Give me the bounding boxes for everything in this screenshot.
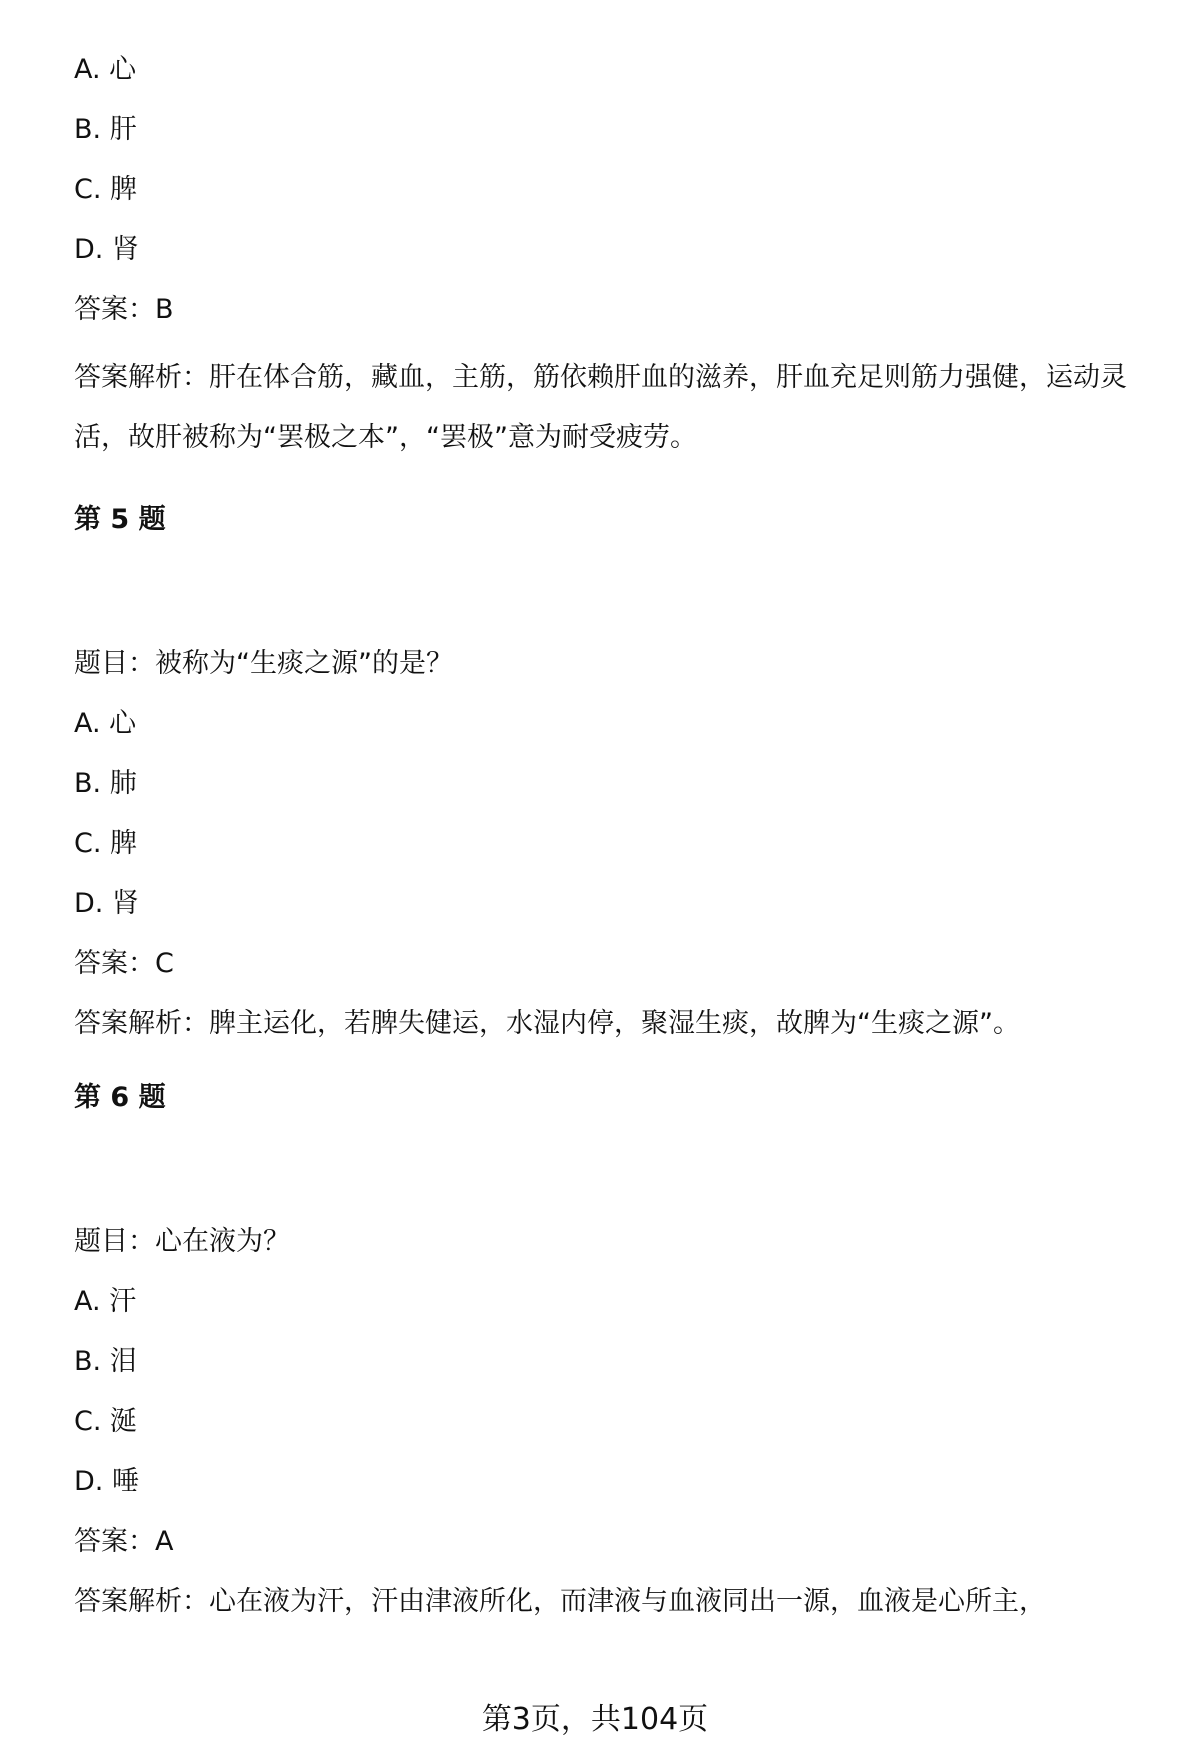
q4-answer: 答案：B <box>74 294 174 325</box>
q5-question: 题目：被称为“生痰之源”的是？ <box>74 648 453 679</box>
q6-explanation: 答案解析：心在液为汗，汗由津液所化，而津液与血液同出一源，血液是心所主， <box>74 1586 1046 1617</box>
q6-option-d: D. 唾 <box>74 1466 139 1497</box>
q6-option-a: A. 汗 <box>74 1286 137 1317</box>
q5-option-d: D. 肾 <box>74 888 139 919</box>
q4-option-c: C. 脾 <box>74 174 138 205</box>
q6-option-c: C. 涎 <box>74 1406 138 1437</box>
q4-option-a: A. 心 <box>74 54 137 85</box>
q5-option-b: B. 肺 <box>74 768 137 799</box>
page-number: 第3页，共104页 <box>481 1702 709 1737</box>
q5-explanation: 答案解析：脾主运化，若脾失健运，水湿内停，聚湿生痰，故脾为“生痰之源”。 <box>74 1008 1020 1039</box>
q4-option-b: B. 肝 <box>74 114 137 145</box>
q6-heading: 第 6 题 <box>74 1082 166 1113</box>
q5-option-c: C. 脾 <box>74 828 138 859</box>
q5-option-a: A. 心 <box>74 708 137 739</box>
q6-answer: 答案：A <box>74 1526 174 1557</box>
q6-question: 题目：心在液为？ <box>74 1226 290 1257</box>
page-content <box>74 48 1134 1640</box>
q4-explanation: 答案解析：肝在体合筋，藏血，主筋，筋依赖肝血的滋养，肝血充足则筋力强健，运动灵活，故肝被称为“罢极之本”，“罢极”意为耐受疲劳。 <box>74 362 1127 453</box>
q5-heading: 第 5 题 <box>74 504 166 535</box>
q6-option-b: B. 泪 <box>74 1346 137 1377</box>
q5-answer: 答案：C <box>74 948 174 979</box>
q4-option-d: D. 肾 <box>74 234 139 265</box>
